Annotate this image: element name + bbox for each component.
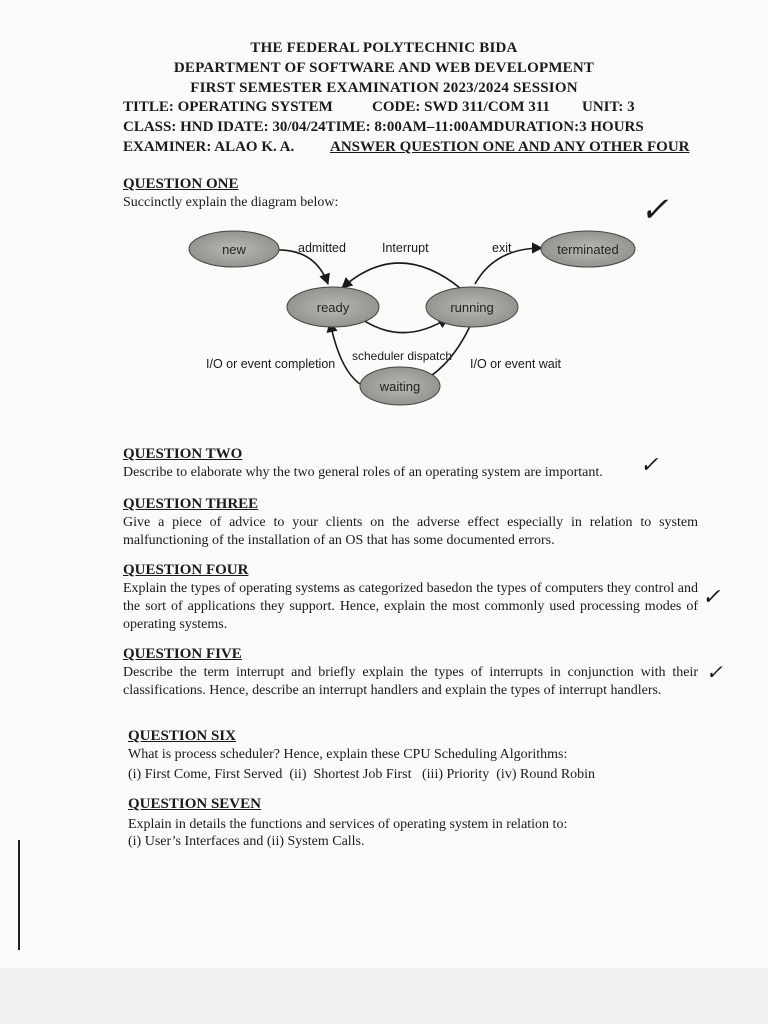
examiner-name: EXAMINER: ALAO K. A. bbox=[123, 139, 295, 155]
question-three-text: Give a piece of advice to your clients on the adverse effect especially in relation to system malfunctioning of the installation of an OS that has some documented errors. bbox=[123, 515, 698, 548]
question-five-title: QUESTION FIVE bbox=[123, 646, 242, 662]
exam-instruction: ANSWER QUESTION ONE AND ANY OTHER FOUR bbox=[330, 139, 690, 155]
svg-text:waiting: waiting bbox=[379, 379, 421, 394]
question-six-items: (i) First Come, First Served (ii) Shortest Job First (iii) Priority (iv) Round Robin bbox=[128, 767, 596, 782]
department-name: DEPARTMENT OF SOFTWARE AND WEB DEVELOPMENT bbox=[173, 60, 595, 76]
question-seven-items: (i) User’s Interfaces and (ii) System Calls. bbox=[128, 834, 365, 849]
question-six-text: What is process scheduler? Hence, explain these CPU Scheduling Algorithms: bbox=[128, 747, 568, 762]
svg-text:running: running bbox=[450, 300, 494, 315]
course-unit: UNIT: 3 bbox=[582, 99, 635, 115]
label-exit: exit bbox=[492, 241, 512, 255]
exam-session: FIRST SEMESTER EXAMINATION 2023/2024 SESSION bbox=[190, 80, 578, 96]
question-two-title: QUESTION TWO bbox=[123, 446, 243, 462]
label-admitted: admitted bbox=[298, 241, 346, 255]
label-io-completion: I/O or event completion bbox=[206, 357, 336, 371]
label-interrupt: Interrupt bbox=[382, 241, 429, 255]
question-three-title: QUESTION THREE bbox=[123, 496, 259, 512]
question-seven-text: Explain in details the functions and services of operating system in relation to: bbox=[128, 817, 568, 832]
scan-shadow bbox=[0, 968, 768, 1024]
check-mark: ✓ bbox=[640, 452, 659, 477]
question-four-text: Explain the types of operating systems as categorized basedon the types of computers they control and the sort of applications they support. Hence, explain the most commonly used processing modes of operating systems. bbox=[123, 581, 698, 632]
state-ready bbox=[287, 287, 379, 327]
svg-text:ready: ready bbox=[316, 300, 350, 315]
check-mark: ✓ bbox=[702, 584, 721, 609]
state-terminated bbox=[541, 231, 635, 267]
state-waiting bbox=[360, 367, 440, 405]
check-mark: ✓ bbox=[706, 662, 723, 684]
question-one-text: Succinctly explain the diagram below: bbox=[123, 195, 339, 210]
svg-text:new: new bbox=[222, 242, 246, 257]
class-info: CLASS: HND IDATE: 30/04/24TIME: 8:00AM–11:00AMDURATION:3 HOURS bbox=[123, 119, 644, 135]
process-state-diagram bbox=[160, 218, 640, 418]
course-title: TITLE: OPERATING SYSTEM bbox=[123, 99, 333, 115]
edge-admitted bbox=[274, 250, 328, 284]
state-running bbox=[426, 287, 518, 327]
check-mark: ✓ bbox=[640, 192, 669, 229]
svg-text:terminated: terminated bbox=[557, 242, 619, 257]
question-four-title: QUESTION FOUR bbox=[123, 562, 249, 578]
question-two-text: Describe to elaborate why the two general roles of an operating system are important. bbox=[123, 465, 603, 480]
edge-interrupt bbox=[342, 263, 460, 288]
scan-edge-line bbox=[18, 840, 20, 950]
course-code: CODE: SWD 311/COM 311 bbox=[372, 99, 550, 115]
question-six-title: QUESTION SIX bbox=[128, 728, 236, 744]
question-one-title: QUESTION ONE bbox=[123, 176, 239, 192]
institution-name: THE FEDERAL POLYTECHNIC BIDA bbox=[250, 40, 518, 56]
label-scheduler-dispatch: scheduler dispatch bbox=[352, 349, 453, 363]
state-new bbox=[189, 231, 279, 267]
question-five-text: Describe the term interrupt and briefly explain the types of interrupts in conjunction with their classifications. Hence, describe an interrupt handlers and explain the types of interrupt handlers. bbox=[123, 665, 698, 698]
question-seven-title: QUESTION SEVEN bbox=[128, 796, 261, 812]
label-io-wait: I/O or event wait bbox=[470, 357, 562, 371]
